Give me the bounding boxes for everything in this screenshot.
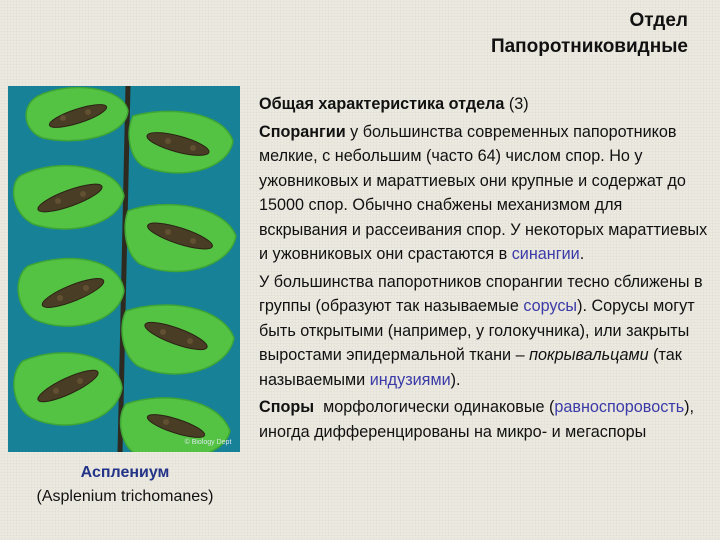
paragraph-sporangia [259,120,711,267]
sporangia-text: у большинства современных папоротников мелкие, с небольшим (часто 64) числом спор. Но у ужовниковых и мараттиевых они крупные и содержат до 15000 спор. Обычно снабжены механизмом для вскрывания и рассеивания спор. У некоторых мараттиевых и ужовниковых они срастаются в [259,122,708,263]
sporangia-end: . [579,245,585,263]
caption-name: Асплениум [80,464,170,481]
link-synangia[interactable]: синангии [511,245,580,263]
spores-text-2: ), иногда дифференцированы на микро- и мегаспоры [259,398,695,441]
sori-text-1: У большинства папоротников спорангии тесно сближены в группы (образуют так называемые [259,272,703,315]
term-indusium-italic: покрывальцами [529,346,649,364]
title-line-2: Папоротниковидные [490,36,688,57]
paragraph-spores [259,395,711,444]
sori-text-2: ). Сорусы могут быть открытыми (например, у голокучника), или закрыты выростами эпидермальной ткани – [259,297,695,364]
sori-text-4: ). [450,370,461,389]
photo-credit: © Biology Dept [184,439,232,446]
link-sori[interactable]: сорусы [523,297,578,315]
link-homospory[interactable]: равноспоровость [554,398,685,416]
heading-suffix: (3) [504,95,529,113]
heading-text: Общая характеристика отдела [259,95,505,113]
fern-photo [8,86,240,452]
section-heading [259,92,711,117]
link-indusia[interactable]: индузиями [369,370,451,389]
sori-text-3: (так называемыми [259,346,682,389]
term-sporangia: Спорангии [259,122,346,141]
slide-title [288,8,688,60]
term-spores: Споры [259,398,315,416]
photo-caption [0,461,250,509]
paragraph-sori [259,270,711,393]
caption-latin: (Asplenium trichomanes) [36,488,214,505]
title-line-1: Отдел [629,10,688,31]
spores-text-1: морфологически одинаковые ( [314,398,555,416]
main-text [259,92,711,447]
